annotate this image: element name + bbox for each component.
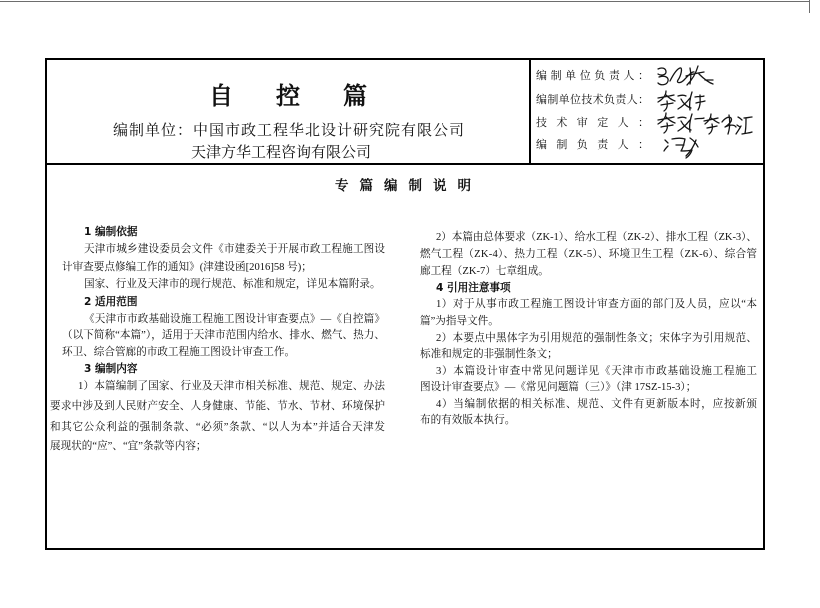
compiling-unit-label: 编制单位： [113, 121, 194, 139]
role-technical-approver: 技术审定人： [536, 117, 659, 129]
top-edge-rule [0, 1, 809, 2]
notes-item1-line-1: 1）对于从事市政工程施工图设计审查方面的部门及人员，应以“本 [436, 299, 758, 310]
notes-item3-line-1: 3）本篇设计审查中常见问题详见《天津市市政基础设施工程施工 [436, 366, 758, 377]
notes-item2-line-2: 标准和规定的非强制性条文； [420, 349, 558, 360]
content-item2-line-2: 燃气工程（ZK-4）、热力工程（ZK-5）、环境卫生工程（ZK-6）、综合管 [420, 249, 758, 260]
compiling-unit-line [113, 121, 465, 139]
notes-item4-line-2: 布的有效版本执行。 [420, 415, 516, 426]
role-technical-head: 编制单位技术负责人： [536, 94, 650, 106]
notes-item1-line-2: 篇”为指导文件。 [420, 316, 499, 327]
content-item2-line-1: 2）本篇由总体要求（ZK-1）、给水工程（ZK-2）、排水工程（ZK-3）、 [436, 232, 757, 243]
basis-line-3: 国家、行业及天津市的现行规范、标准和规定，详见本篇附录。 [84, 279, 381, 290]
section-heading-scope: 2 适用范围 [84, 296, 138, 308]
document-title: 自控篇 [209, 81, 410, 110]
compiling-unit-secondary: 天津方华工程咨询有限公司 [191, 143, 372, 161]
role-compiling-head: 编制负责人： [536, 139, 659, 151]
scope-line-1: 《天津市市政基础设施工程施工图设计审查要点》—《自控篇》 [84, 314, 386, 325]
header-bottom-rule [45, 163, 765, 165]
header-column-divider [529, 58, 531, 164]
notes-item2-line-1: 2）本要点中黑体字为引用规范的强制性条文；宋体字为引用规范、 [436, 333, 758, 344]
compiling-unit-primary: 中国市政工程华北设计研究院有限公司 [193, 121, 466, 139]
role-unit-head: 编制单位负责人： [536, 70, 653, 82]
notes-item4-line-1: 4）当编制依据的相关标准、规范、文件有更新版本时，应按新颁 [436, 399, 758, 410]
basis-line-1: 天津市城乡建设委员会文件《市建委关于开展市政工程施工图设 [84, 244, 386, 255]
scope-line-3: 环卫、综合管廊的市政工程施工图设计审查工作。 [62, 347, 296, 358]
section-title: 专篇编制说明 [335, 178, 482, 194]
content-item1-line-4: 展现状的“应”、“宜”条款等内容； [50, 441, 207, 452]
notes-item3-line-2: 图设计审查要点》—《常见问题篇（三）》（津 17SZ-15-3）； [420, 382, 697, 393]
section-heading-notes: 4 引用注意事项 [436, 282, 511, 294]
section-heading-basis: 1 编制依据 [84, 226, 138, 238]
section-heading-content: 3 编制内容 [84, 363, 138, 375]
content-item1-line-3: 和其它公众利益的强制条款、“必须”条款、“以人为本”并适合天津发 [50, 422, 386, 433]
top-edge-tick [809, 0, 810, 13]
basis-line-2: 计审查要点修编工作的通知》(津建设函[2016]58 号)； [62, 262, 312, 273]
scope-line-2: （以下简称“本篇”），适用于天津市范围内给水、排水、燃气、热力、 [62, 330, 386, 341]
content-item1-line-1: 1）本篇编制了国家、行业及天津市相关标准、规范、规定、办法 [78, 381, 386, 392]
content-item2-line-3: 廊工程（ZK-7）七章组成。 [420, 266, 549, 277]
content-item1-line-2: 要求中涉及到人民财产安全、人身健康、节能、节水、节材、环境保护 [50, 401, 386, 412]
